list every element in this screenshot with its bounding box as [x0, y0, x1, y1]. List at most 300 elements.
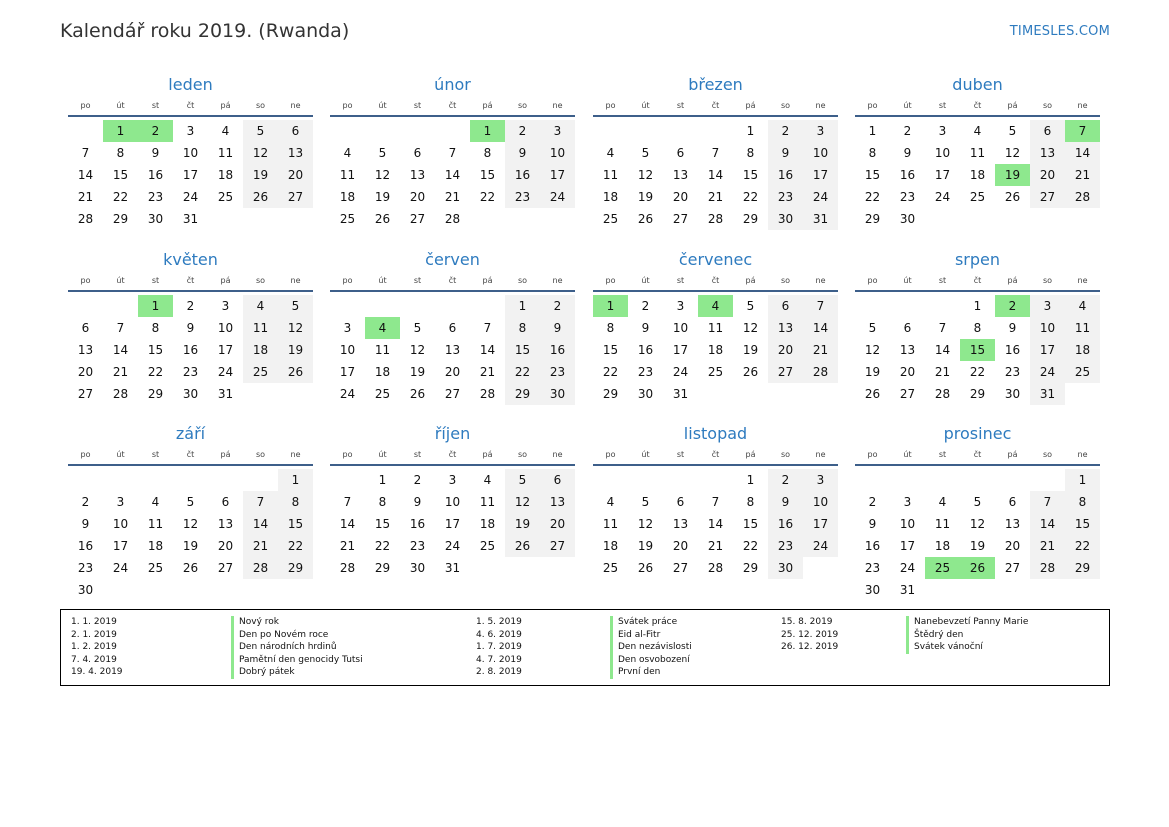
day-cell[interactable]: 10 [899, 517, 916, 531]
day-cell[interactable]: 13 [278, 142, 313, 164]
day-cell[interactable]: 26 [637, 212, 654, 226]
day-cell[interactable]: 1 [868, 124, 877, 138]
day-cell[interactable]: 2 [413, 473, 422, 487]
holiday-day-cell[interactable]: 4 [698, 295, 733, 317]
day-cell[interactable]: 29 [374, 561, 391, 575]
day-cell[interactable]: 12 [969, 517, 986, 531]
day-cell[interactable]: 18 [969, 168, 986, 182]
day-cell[interactable]: 12 [505, 491, 540, 513]
day-cell[interactable]: 9 [768, 491, 803, 513]
day-cell[interactable]: 15 [147, 343, 164, 357]
day-cell[interactable]: 11 [602, 168, 619, 182]
day-cell[interactable]: 23 [540, 361, 575, 383]
day-cell[interactable]: 24 [540, 186, 575, 208]
day-cell[interactable]: 18 [934, 539, 951, 553]
day-cell[interactable]: 27 [899, 387, 916, 401]
day-cell[interactable]: 16 [899, 168, 916, 182]
day-cell[interactable]: 20 [899, 365, 916, 379]
day-cell[interactable]: 4 [151, 495, 160, 509]
holiday-day-cell[interactable]: 26 [960, 557, 995, 579]
day-cell[interactable]: 17 [899, 539, 916, 553]
day-cell[interactable]: 2 [768, 120, 803, 142]
day-cell[interactable]: 22 [864, 190, 881, 204]
day-cell[interactable]: 14 [1030, 513, 1065, 535]
day-cell[interactable]: 24 [803, 535, 838, 557]
day-cell[interactable]: 26 [243, 186, 278, 208]
day-cell[interactable]: 17 [444, 517, 461, 531]
day-cell[interactable]: 4 [343, 146, 352, 160]
day-cell[interactable]: 23 [505, 186, 540, 208]
day-cell[interactable]: 23 [637, 365, 654, 379]
day-cell[interactable]: 10 [444, 495, 461, 509]
day-cell[interactable]: 19 [243, 164, 278, 186]
day-cell[interactable]: 19 [969, 539, 986, 553]
day-cell[interactable]: 4 [606, 146, 615, 160]
day-cell[interactable]: 17 [934, 168, 951, 182]
day-cell[interactable]: 5 [641, 146, 650, 160]
day-cell[interactable]: 2 [540, 295, 575, 317]
day-cell[interactable]: 19 [409, 365, 426, 379]
day-cell[interactable]: 17 [803, 164, 838, 186]
day-cell[interactable]: 18 [147, 539, 164, 553]
day-cell[interactable]: 10 [182, 146, 199, 160]
day-cell[interactable]: 21 [1065, 164, 1100, 186]
day-cell[interactable]: 26 [374, 212, 391, 226]
day-cell[interactable]: 2 [768, 469, 803, 491]
holiday-day-cell[interactable]: 19 [995, 164, 1030, 186]
day-cell[interactable]: 16 [505, 164, 540, 186]
day-cell[interactable]: 21 [707, 539, 724, 553]
day-cell[interactable]: 25 [374, 387, 391, 401]
day-cell[interactable]: 27 [672, 212, 689, 226]
day-cell[interactable]: 23 [409, 539, 426, 553]
day-cell[interactable]: 7 [116, 321, 125, 335]
day-cell[interactable]: 31 [1030, 383, 1065, 405]
day-cell[interactable]: 23 [77, 561, 94, 575]
day-cell[interactable]: 20 [278, 164, 313, 186]
day-cell[interactable]: 22 [1065, 535, 1100, 557]
day-cell[interactable]: 13 [217, 517, 234, 531]
day-cell[interactable]: 24 [182, 190, 199, 204]
day-cell[interactable]: 24 [1030, 361, 1065, 383]
day-cell[interactable]: 22 [278, 535, 313, 557]
day-cell[interactable]: 29 [742, 561, 759, 575]
day-cell[interactable]: 23 [1004, 365, 1021, 379]
day-cell[interactable]: 4 [221, 124, 230, 138]
day-cell[interactable]: 11 [374, 343, 391, 357]
day-cell[interactable]: 28 [1030, 557, 1065, 579]
day-cell[interactable]: 11 [934, 517, 951, 531]
day-cell[interactable]: 6 [676, 146, 685, 160]
day-cell[interactable]: 27 [540, 535, 575, 557]
day-cell[interactable]: 24 [444, 539, 461, 553]
day-cell[interactable]: 29 [278, 557, 313, 579]
day-cell[interactable]: 3 [221, 299, 230, 313]
day-cell[interactable]: 12 [742, 321, 759, 335]
day-cell[interactable]: 16 [540, 339, 575, 361]
day-cell[interactable]: 20 [444, 365, 461, 379]
holiday-day-cell[interactable]: 25 [925, 557, 960, 579]
day-cell[interactable]: 14 [707, 517, 724, 531]
day-cell[interactable]: 14 [934, 343, 951, 357]
day-cell[interactable]: 15 [374, 517, 391, 531]
day-cell[interactable]: 4 [606, 495, 615, 509]
day-cell[interactable]: 31 [803, 208, 838, 230]
day-cell[interactable]: 6 [81, 321, 90, 335]
holiday-day-cell[interactable]: 1 [138, 295, 173, 317]
day-cell[interactable]: 26 [742, 365, 759, 379]
day-cell[interactable]: 10 [339, 343, 356, 357]
day-cell[interactable]: 7 [711, 146, 720, 160]
day-cell[interactable]: 10 [217, 321, 234, 335]
day-cell[interactable]: 17 [803, 513, 838, 535]
day-cell[interactable]: 12 [243, 142, 278, 164]
day-cell[interactable]: 5 [868, 321, 877, 335]
day-cell[interactable]: 4 [1065, 295, 1100, 317]
day-cell[interactable]: 22 [479, 190, 496, 204]
day-cell[interactable]: 6 [768, 295, 803, 317]
day-cell[interactable]: 17 [672, 343, 689, 357]
day-cell[interactable]: 10 [934, 146, 951, 160]
day-cell[interactable]: 19 [637, 539, 654, 553]
day-cell[interactable]: 2 [81, 495, 90, 509]
day-cell[interactable]: 7 [938, 321, 947, 335]
day-cell[interactable]: 20 [77, 365, 94, 379]
day-cell[interactable]: 23 [864, 561, 881, 575]
day-cell[interactable]: 21 [112, 365, 129, 379]
day-cell[interactable]: 20 [1004, 539, 1021, 553]
day-cell[interactable]: 5 [186, 495, 195, 509]
day-cell[interactable]: 4 [243, 295, 278, 317]
day-cell[interactable]: 9 [151, 146, 160, 160]
day-cell[interactable]: 15 [742, 517, 759, 531]
day-cell[interactable]: 11 [217, 146, 234, 160]
day-cell[interactable]: 6 [413, 146, 422, 160]
day-cell[interactable]: 7 [803, 295, 838, 317]
day-cell[interactable]: 2 [641, 299, 650, 313]
day-cell[interactable]: 22 [602, 365, 619, 379]
day-cell[interactable]: 11 [707, 321, 724, 335]
holiday-day-cell[interactable]: 1 [470, 120, 505, 142]
day-cell[interactable]: 9 [1008, 321, 1017, 335]
day-cell[interactable]: 24 [899, 561, 916, 575]
day-cell[interactable]: 8 [746, 146, 755, 160]
day-cell[interactable]: 12 [637, 517, 654, 531]
day-cell[interactable]: 25 [339, 212, 356, 226]
day-cell[interactable]: 11 [147, 517, 164, 531]
day-cell[interactable]: 23 [147, 190, 164, 204]
day-cell[interactable]: 14 [77, 168, 94, 182]
day-cell[interactable]: 14 [803, 317, 838, 339]
day-cell[interactable]: 9 [868, 517, 877, 531]
day-cell[interactable]: 6 [221, 495, 230, 509]
day-cell[interactable]: 19 [374, 190, 391, 204]
day-cell[interactable]: 25 [707, 365, 724, 379]
day-cell[interactable]: 1 [746, 124, 755, 138]
day-cell[interactable]: 11 [1065, 317, 1100, 339]
day-cell[interactable]: 26 [182, 561, 199, 575]
day-cell[interactable]: 31 [217, 387, 234, 401]
day-cell[interactable]: 24 [934, 190, 951, 204]
day-cell[interactable]: 24 [339, 387, 356, 401]
day-cell[interactable]: 28 [934, 387, 951, 401]
day-cell[interactable]: 30 [147, 212, 164, 226]
day-cell[interactable]: 8 [378, 495, 387, 509]
day-cell[interactable]: 21 [243, 535, 278, 557]
day-cell[interactable]: 27 [278, 186, 313, 208]
day-cell[interactable]: 15 [742, 168, 759, 182]
day-cell[interactable]: 15 [602, 343, 619, 357]
day-cell[interactable]: 15 [1065, 513, 1100, 535]
day-cell[interactable]: 21 [707, 190, 724, 204]
day-cell[interactable]: 28 [444, 212, 461, 226]
day-cell[interactable]: 29 [742, 212, 759, 226]
day-cell[interactable]: 31 [182, 212, 199, 226]
day-cell[interactable]: 12 [409, 343, 426, 357]
day-cell[interactable]: 14 [444, 168, 461, 182]
day-cell[interactable]: 25 [969, 190, 986, 204]
day-cell[interactable]: 5 [1008, 124, 1017, 138]
day-cell[interactable]: 6 [540, 469, 575, 491]
day-cell[interactable]: 6 [448, 321, 457, 335]
day-cell[interactable]: 20 [1030, 164, 1065, 186]
day-cell[interactable]: 20 [217, 539, 234, 553]
day-cell[interactable]: 22 [147, 365, 164, 379]
day-cell[interactable]: 23 [768, 186, 803, 208]
day-cell[interactable]: 5 [746, 299, 755, 313]
day-cell[interactable]: 26 [1004, 190, 1021, 204]
day-cell[interactable]: 13 [672, 168, 689, 182]
day-cell[interactable]: 26 [409, 387, 426, 401]
day-cell[interactable]: 7 [711, 495, 720, 509]
day-cell[interactable]: 15 [864, 168, 881, 182]
day-cell[interactable]: 12 [182, 517, 199, 531]
day-cell[interactable]: 12 [1004, 146, 1021, 160]
day-cell[interactable]: 17 [112, 539, 129, 553]
day-cell[interactable]: 10 [540, 142, 575, 164]
day-cell[interactable]: 27 [672, 561, 689, 575]
day-cell[interactable]: 5 [378, 146, 387, 160]
day-cell[interactable]: 21 [77, 190, 94, 204]
day-cell[interactable]: 23 [768, 535, 803, 557]
day-cell[interactable]: 3 [676, 299, 685, 313]
day-cell[interactable]: 9 [505, 142, 540, 164]
day-cell[interactable]: 25 [243, 361, 278, 383]
day-cell[interactable]: 8 [151, 321, 160, 335]
day-cell[interactable]: 3 [186, 124, 195, 138]
day-cell[interactable]: 4 [938, 495, 947, 509]
day-cell[interactable]: 27 [444, 387, 461, 401]
day-cell[interactable]: 24 [112, 561, 129, 575]
day-cell[interactable]: 12 [374, 168, 391, 182]
day-cell[interactable]: 29 [864, 212, 881, 226]
day-cell[interactable]: 31 [672, 387, 689, 401]
day-cell[interactable]: 5 [505, 469, 540, 491]
day-cell[interactable]: 14 [339, 517, 356, 531]
day-cell[interactable]: 13 [444, 343, 461, 357]
day-cell[interactable]: 15 [479, 168, 496, 182]
day-cell[interactable]: 13 [899, 343, 916, 357]
day-cell[interactable]: 25 [217, 190, 234, 204]
day-cell[interactable]: 14 [707, 168, 724, 182]
day-cell[interactable]: 1 [505, 295, 540, 317]
day-cell[interactable]: 9 [540, 317, 575, 339]
day-cell[interactable]: 15 [112, 168, 129, 182]
day-cell[interactable]: 30 [768, 208, 803, 230]
day-cell[interactable]: 6 [1030, 120, 1065, 142]
day-cell[interactable]: 22 [374, 539, 391, 553]
day-cell[interactable]: 28 [707, 212, 724, 226]
day-cell[interactable]: 25 [479, 539, 496, 553]
day-cell[interactable]: 10 [1030, 317, 1065, 339]
day-cell[interactable]: 20 [768, 339, 803, 361]
day-cell[interactable]: 16 [864, 539, 881, 553]
day-cell[interactable]: 26 [864, 387, 881, 401]
day-cell[interactable]: 5 [278, 295, 313, 317]
day-cell[interactable]: 25 [147, 561, 164, 575]
day-cell[interactable]: 5 [973, 495, 982, 509]
day-cell[interactable]: 16 [409, 517, 426, 531]
day-cell[interactable]: 9 [413, 495, 422, 509]
day-cell[interactable]: 22 [969, 365, 986, 379]
day-cell[interactable]: 7 [483, 321, 492, 335]
day-cell[interactable]: 25 [602, 212, 619, 226]
day-cell[interactable]: 21 [479, 365, 496, 379]
day-cell[interactable]: 28 [1065, 186, 1100, 208]
day-cell[interactable]: 7 [1030, 491, 1065, 513]
day-cell[interactable]: 16 [1004, 343, 1021, 357]
day-cell[interactable]: 11 [339, 168, 356, 182]
day-cell[interactable]: 12 [278, 317, 313, 339]
day-cell[interactable]: 10 [803, 491, 838, 513]
day-cell[interactable]: 27 [1030, 186, 1065, 208]
day-cell[interactable]: 8 [868, 146, 877, 160]
day-cell[interactable]: 14 [1065, 142, 1100, 164]
day-cell[interactable]: 16 [768, 513, 803, 535]
day-cell[interactable]: 13 [409, 168, 426, 182]
day-cell[interactable]: 29 [1065, 557, 1100, 579]
holiday-day-cell[interactable]: 1 [593, 295, 628, 317]
day-cell[interactable]: 30 [77, 583, 94, 597]
day-cell[interactable]: 27 [768, 361, 803, 383]
day-cell[interactable]: 22 [742, 190, 759, 204]
day-cell[interactable]: 20 [540, 513, 575, 535]
day-cell[interactable]: 20 [672, 190, 689, 204]
day-cell[interactable]: 28 [339, 561, 356, 575]
day-cell[interactable]: 2 [868, 495, 877, 509]
day-cell[interactable]: 18 [374, 365, 391, 379]
day-cell[interactable]: 20 [409, 190, 426, 204]
day-cell[interactable]: 8 [1065, 491, 1100, 513]
day-cell[interactable]: 6 [676, 495, 685, 509]
day-cell[interactable]: 7 [81, 146, 90, 160]
day-cell[interactable]: 5 [641, 495, 650, 509]
day-cell[interactable]: 16 [147, 168, 164, 182]
day-cell[interactable]: 18 [217, 168, 234, 182]
holiday-day-cell[interactable]: 7 [1065, 120, 1100, 142]
day-cell[interactable]: 3 [540, 120, 575, 142]
day-cell[interactable]: 11 [479, 495, 496, 509]
day-cell[interactable]: 18 [602, 539, 619, 553]
day-cell[interactable]: 29 [602, 387, 619, 401]
day-cell[interactable]: 28 [803, 361, 838, 383]
day-cell[interactable]: 13 [540, 491, 575, 513]
day-cell[interactable]: 1 [746, 473, 755, 487]
day-cell[interactable]: 30 [409, 561, 426, 575]
day-cell[interactable]: 3 [803, 120, 838, 142]
day-cell[interactable]: 27 [77, 387, 94, 401]
day-cell[interactable]: 20 [672, 539, 689, 553]
day-cell[interactable]: 30 [182, 387, 199, 401]
day-cell[interactable]: 17 [182, 168, 199, 182]
day-cell[interactable]: 7 [448, 146, 457, 160]
day-cell[interactable]: 8 [973, 321, 982, 335]
day-cell[interactable]: 19 [864, 365, 881, 379]
day-cell[interactable]: 1 [278, 469, 313, 491]
holiday-day-cell[interactable]: 15 [960, 339, 995, 361]
day-cell[interactable]: 21 [934, 365, 951, 379]
day-cell[interactable]: 19 [637, 190, 654, 204]
day-cell[interactable]: 30 [1004, 387, 1021, 401]
day-cell[interactable]: 6 [278, 120, 313, 142]
day-cell[interactable]: 9 [641, 321, 650, 335]
day-cell[interactable]: 15 [278, 513, 313, 535]
day-cell[interactable]: 19 [278, 339, 313, 361]
day-cell[interactable]: 26 [637, 561, 654, 575]
day-cell[interactable]: 8 [278, 491, 313, 513]
day-cell[interactable]: 8 [505, 317, 540, 339]
day-cell[interactable]: 28 [707, 561, 724, 575]
day-cell[interactable]: 31 [444, 561, 461, 575]
day-cell[interactable]: 23 [899, 190, 916, 204]
day-cell[interactable]: 13 [1030, 142, 1065, 164]
day-cell[interactable]: 30 [540, 383, 575, 405]
day-cell[interactable]: 27 [217, 561, 234, 575]
day-cell[interactable]: 22 [742, 539, 759, 553]
day-cell[interactable]: 18 [1065, 339, 1100, 361]
day-cell[interactable]: 12 [637, 168, 654, 182]
day-cell[interactable]: 21 [444, 190, 461, 204]
day-cell[interactable]: 4 [483, 473, 492, 487]
day-cell[interactable]: 14 [479, 343, 496, 357]
day-cell[interactable]: 17 [540, 164, 575, 186]
day-cell[interactable]: 28 [243, 557, 278, 579]
day-cell[interactable]: 18 [243, 339, 278, 361]
day-cell[interactable]: 30 [899, 212, 916, 226]
site-link[interactable]: TIMESLES.COM [1009, 24, 1110, 39]
day-cell[interactable]: 2 [903, 124, 912, 138]
day-cell[interactable]: 17 [217, 343, 234, 357]
day-cell[interactable]: 13 [672, 517, 689, 531]
day-cell[interactable]: 28 [479, 387, 496, 401]
day-cell[interactable]: 14 [112, 343, 129, 357]
day-cell[interactable]: 18 [707, 343, 724, 357]
day-cell[interactable]: 3 [803, 469, 838, 491]
day-cell[interactable]: 28 [77, 212, 94, 226]
day-cell[interactable]: 13 [1004, 517, 1021, 531]
day-cell[interactable]: 24 [803, 186, 838, 208]
day-cell[interactable]: 16 [768, 164, 803, 186]
day-cell[interactable]: 16 [77, 539, 94, 553]
day-cell[interactable]: 30 [864, 583, 881, 597]
day-cell[interactable]: 11 [969, 146, 986, 160]
day-cell[interactable]: 19 [505, 513, 540, 535]
day-cell[interactable]: 21 [339, 539, 356, 553]
day-cell[interactable]: 3 [938, 124, 947, 138]
day-cell[interactable]: 11 [602, 517, 619, 531]
day-cell[interactable]: 9 [903, 146, 912, 160]
holiday-day-cell[interactable]: 2 [138, 120, 173, 142]
